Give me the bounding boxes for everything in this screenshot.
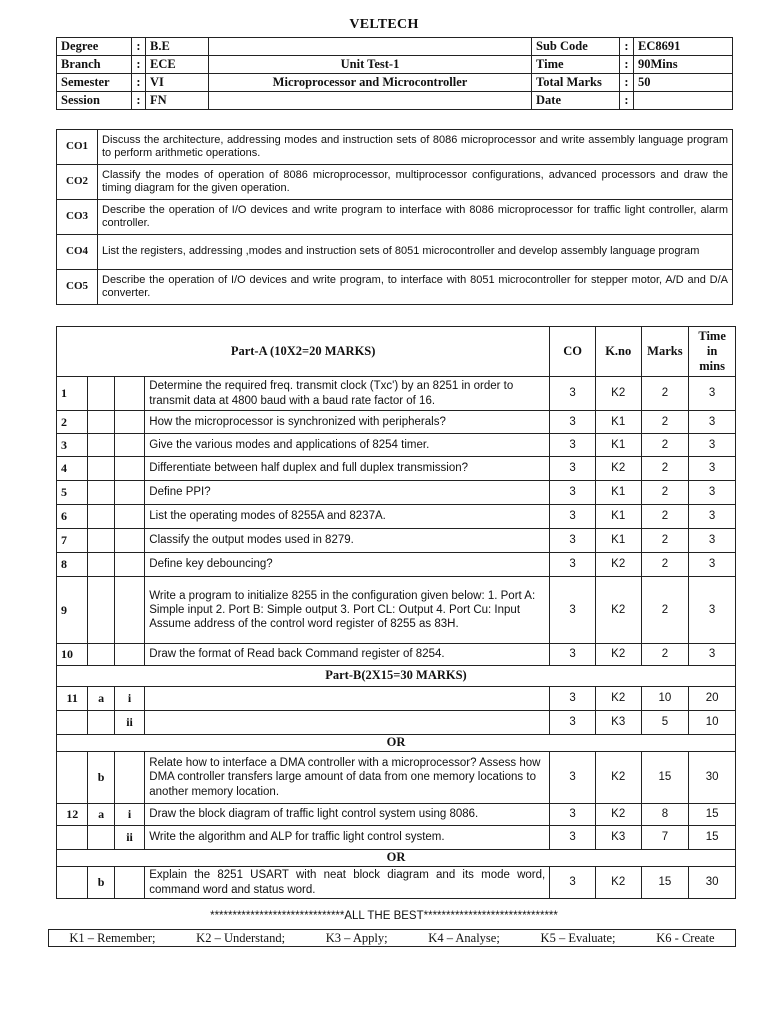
marks-header: Marks [641, 327, 689, 377]
question-time: 3 [689, 377, 736, 411]
question-marks: 2 [641, 529, 689, 553]
question-co: 3 [550, 553, 596, 577]
question-k: K2 [595, 553, 641, 577]
question-number: 5 [57, 481, 88, 505]
question-k: K1 [595, 505, 641, 529]
legend-item: K2 – Understand; [196, 930, 286, 945]
question-k: K3 [595, 711, 641, 735]
question-time: 3 [689, 411, 736, 434]
subject-name: Microprocessor and Microcontroller [209, 74, 532, 92]
question-time: 15 [689, 826, 736, 850]
question-number: 1 [57, 377, 88, 411]
table-row [57, 711, 736, 735]
table-row [57, 752, 736, 804]
question-number: 12 [57, 804, 88, 826]
question-co: 3 [550, 644, 596, 666]
question-k: K1 [595, 434, 641, 457]
table-row [57, 377, 736, 411]
question-sub: a [88, 804, 114, 826]
question-text: Draw the block diagram of traffic light control system using 8086. [145, 804, 550, 826]
question-text: Write the algorithm and ALP for traffic light control system. [145, 826, 550, 850]
semester-label: Semester [57, 74, 132, 92]
session-value: FN [146, 92, 209, 110]
question-k: K2 [595, 377, 641, 411]
question-co: 3 [550, 687, 596, 711]
branch-label: Branch [57, 56, 132, 74]
colon: : [620, 92, 634, 110]
colon: : [132, 74, 146, 92]
question-time: 3 [689, 505, 736, 529]
part-b-heading: Part-B(2X15=30 MARKS) [57, 666, 736, 687]
question-part: i [114, 804, 144, 826]
legend-item: K5 – Evaluate; [540, 930, 616, 945]
question-k: K3 [595, 826, 641, 850]
co-row [57, 235, 733, 270]
question-co: 3 [550, 529, 596, 553]
question-part: ii [114, 711, 144, 735]
question-text: Classify the output modes used in 8279. [145, 529, 550, 553]
question-marks: 2 [641, 553, 689, 577]
course-outcomes-table [56, 129, 733, 305]
question-marks: 10 [641, 687, 689, 711]
co-header: CO [550, 327, 596, 377]
table-row [57, 529, 736, 553]
question-co: 3 [550, 867, 596, 899]
question-marks: 2 [641, 411, 689, 434]
legend-item: K6 - Create [656, 930, 715, 945]
question-time: 15 [689, 804, 736, 826]
table-row [57, 553, 736, 577]
question-co: 3 [550, 457, 596, 481]
table-row [57, 411, 736, 434]
question-time: 3 [689, 553, 736, 577]
marks-label: Total Marks [532, 74, 620, 92]
question-time: 3 [689, 644, 736, 666]
question-co: 3 [550, 577, 596, 644]
question-number: 8 [57, 553, 88, 577]
question-time: 3 [689, 434, 736, 457]
co-description: Describe the operation of I/O devices and write program to interface with 8086 microprocessor for traffic light controller, alarm controller. [98, 200, 733, 235]
test-name: Unit Test-1 [209, 56, 532, 74]
colon: : [132, 92, 146, 110]
question-co: 3 [550, 434, 596, 457]
question-number: 6 [57, 505, 88, 529]
question-co: 3 [550, 377, 596, 411]
table-row [57, 577, 736, 644]
table-row [57, 457, 736, 481]
questions-table [56, 326, 736, 899]
question-co: 3 [550, 505, 596, 529]
time-label: Time [532, 56, 620, 74]
question-time: 3 [689, 529, 736, 553]
question-marks: 2 [641, 577, 689, 644]
degree-label: Degree [57, 38, 132, 56]
co-description: List the registers, addressing ,modes and instruction sets of 8051 microcontroller and develop assembly language program [98, 235, 733, 270]
question-marks: 2 [641, 377, 689, 411]
colon: : [620, 74, 634, 92]
question-text: Write a program to initialize 8255 in the configuration given below: 1. Port A: Simple input 2. Port B: Simple output 3. Port CL: Output 4. Port Cu: Input Assume address of the control word register of 8255 as 83H. [145, 577, 550, 644]
question-k: K1 [595, 529, 641, 553]
colon: : [132, 56, 146, 74]
table-row [57, 644, 736, 666]
branch-value: ECE [146, 56, 209, 74]
question-marks: 2 [641, 457, 689, 481]
question-number: 11 [57, 687, 88, 711]
subcode-label: Sub Code [532, 38, 620, 56]
question-time: 3 [689, 481, 736, 505]
table-row [57, 867, 736, 899]
question-marks: 2 [641, 481, 689, 505]
question-marks: 2 [641, 644, 689, 666]
question-text: Relate how to interface a DMA controller with a microprocessor? Assess how DMA controller transfers large amount of data from one memory locations to another memory location. [145, 752, 550, 804]
marks-value: 50 [634, 74, 733, 92]
question-text: Explain the 8251 USART with neat block diagram and its mode word, command word and status word. [145, 867, 550, 899]
blank-cell [209, 92, 532, 110]
date-label: Date [532, 92, 620, 110]
legend-item: K4 – Analyse; [428, 930, 500, 945]
co-code: CO2 [57, 165, 98, 200]
question-sub: b [88, 867, 114, 899]
co-row [57, 165, 733, 200]
co-code: CO4 [57, 235, 98, 270]
question-text: Determine the required freq. transmit clock (Txc') by an 8251 in order to transmit data at 4800 baud with a baud rate factor of 16. [145, 377, 550, 411]
table-row [57, 434, 736, 457]
date-value [634, 92, 733, 110]
colon: : [620, 56, 634, 74]
co-code: CO3 [57, 200, 98, 235]
co-code: CO1 [57, 130, 98, 165]
question-k: K2 [595, 457, 641, 481]
question-time: 30 [689, 752, 736, 804]
co-row [57, 130, 733, 165]
question-k: K1 [595, 481, 641, 505]
question-part: i [114, 687, 144, 711]
question-number: 10 [57, 644, 88, 666]
co-row [57, 270, 733, 305]
question-text: Differentiate between half duplex and full duplex transmission? [145, 457, 550, 481]
co-code: CO5 [57, 270, 98, 305]
time-header: Time in mins [689, 327, 736, 377]
question-k: K2 [595, 644, 641, 666]
question-marks: 2 [641, 505, 689, 529]
question-co: 3 [550, 411, 596, 434]
question-marks: 8 [641, 804, 689, 826]
question-sub: a [88, 687, 114, 711]
question-k: K2 [595, 752, 641, 804]
question-number: 9 [57, 577, 88, 644]
question-text: How the microprocessor is synchronized with peripherals? [145, 411, 550, 434]
kno-header: K.no [595, 327, 641, 377]
table-row [57, 826, 736, 850]
degree-value: B.E [146, 38, 209, 56]
legend-item: K3 – Apply; [325, 930, 388, 945]
part-a-heading: Part-A (10X2=20 MARKS) [57, 327, 550, 377]
question-time: 30 [689, 867, 736, 899]
subcode-value: EC8691 [634, 38, 733, 56]
question-k: K2 [595, 867, 641, 899]
table-row [57, 481, 736, 505]
question-number: 2 [57, 411, 88, 434]
all-the-best-footer: ******************************ALL THE BEST****************************** [210, 910, 558, 922]
question-text: Define PPI? [145, 481, 550, 505]
question-co: 3 [550, 826, 596, 850]
question-text: Give the various modes and applications of 8254 timer. [145, 434, 550, 457]
question-k: K2 [595, 804, 641, 826]
question-marks: 15 [641, 752, 689, 804]
question-part: ii [114, 826, 144, 850]
or-divider: OR [57, 850, 736, 867]
semester-value: VI [146, 74, 209, 92]
question-time: 3 [689, 457, 736, 481]
co-description: Classify the modes of operation of 8086 microprocessor, multiprocessor configurations, advanced processors and draw the timing diagram for the given operation. [98, 165, 733, 200]
table-row [57, 804, 736, 826]
question-text [145, 687, 550, 711]
question-co: 3 [550, 711, 596, 735]
table-row [57, 687, 736, 711]
question-marks: 2 [641, 434, 689, 457]
institution-title: VELTECH [349, 17, 419, 32]
time-value: 90Mins [634, 56, 733, 74]
question-text [145, 711, 550, 735]
question-co: 3 [550, 481, 596, 505]
question-marks: 5 [641, 711, 689, 735]
question-co: 3 [550, 804, 596, 826]
question-k: K1 [595, 411, 641, 434]
question-co: 3 [550, 752, 596, 804]
question-number: 4 [57, 457, 88, 481]
knowledge-level-legend [48, 929, 736, 947]
question-marks: 7 [641, 826, 689, 850]
colon: : [620, 38, 634, 56]
question-time: 10 [689, 711, 736, 735]
question-number: 7 [57, 529, 88, 553]
legend-item: K1 – Remember; [69, 930, 156, 945]
or-divider: OR [57, 735, 736, 752]
question-time: 3 [689, 577, 736, 644]
question-number: 3 [57, 434, 88, 457]
exam-header-table [56, 37, 733, 110]
table-row [57, 505, 736, 529]
co-row [57, 200, 733, 235]
question-text: Draw the format of Read back Command register of 8254. [145, 644, 550, 666]
question-sub: b [88, 752, 114, 804]
question-time: 20 [689, 687, 736, 711]
blank-cell [209, 38, 532, 56]
question-text: List the operating modes of 8255A and 8237A. [145, 505, 550, 529]
colon: : [132, 38, 146, 56]
question-text: Define key debouncing? [145, 553, 550, 577]
question-marks: 15 [641, 867, 689, 899]
co-description: Describe the operation of I/O devices and write program, to interface with 8051 microcontroller for stepper motor, A/D and D/A converter. [98, 270, 733, 305]
co-description: Discuss the architecture, addressing modes and instruction sets of 8086 microprocessor and write assembly language program to perform arithmetic operations. [98, 130, 733, 165]
session-label: Session [57, 92, 132, 110]
question-k: K2 [595, 577, 641, 644]
question-k: K2 [595, 687, 641, 711]
